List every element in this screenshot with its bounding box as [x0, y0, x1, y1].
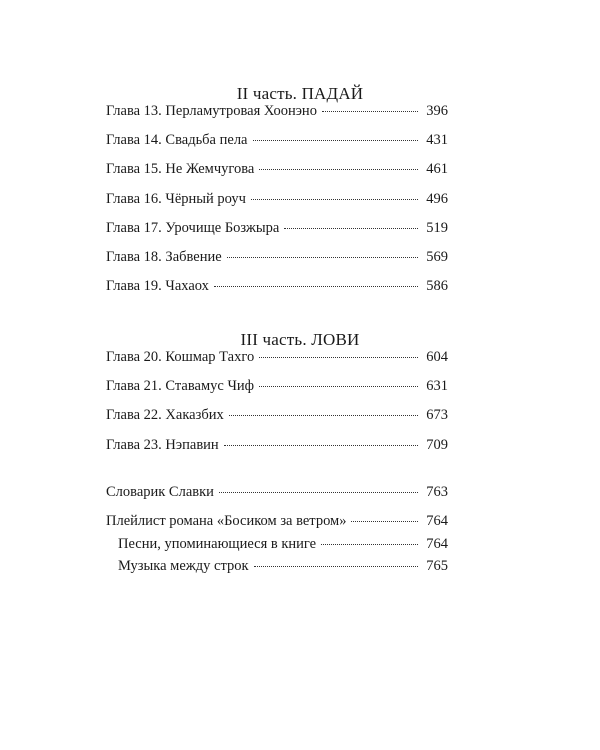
toc-entry[interactable] — [106, 249, 448, 278]
toc-entry-title: Глава 19. Чахаох — [106, 278, 209, 295]
dot-leader — [251, 199, 418, 200]
toc-entry-title: Глава 18. Забвение — [106, 248, 222, 265]
toc-entry-title: Глава 21. Ставамус Чиф — [106, 378, 255, 395]
part-3-heading: III часть. ЛОВИ — [240, 330, 360, 349]
toc-entry[interactable] — [106, 161, 448, 190]
toc-entry-title: Глава 16. Чёрный роуч — [106, 190, 246, 207]
toc-entry-title: Глава 23. Нэпавин — [106, 436, 219, 453]
toc-entry[interactable] — [106, 437, 448, 466]
dot-leader — [351, 521, 418, 522]
dot-leader — [259, 169, 418, 170]
toc-entry-page: 765 — [426, 558, 448, 575]
toc-entry-page: 764 — [426, 536, 448, 553]
toc-entry-title: Глава 20. Кошмар Тахго — [106, 349, 255, 365]
toc-entry-page: 519 — [426, 219, 448, 236]
dot-leader — [229, 415, 418, 416]
toc-entry-page: 431 — [426, 132, 448, 149]
toc-entry[interactable] — [106, 407, 448, 436]
dot-leader — [321, 544, 418, 545]
toc-subentry[interactable] — [106, 558, 448, 580]
toc-entry[interactable] — [106, 191, 448, 220]
toc-entry[interactable] — [106, 513, 448, 536]
toc-entry-title: Песни, упоминающиеся в книге — [118, 536, 317, 553]
toc-entry-page: 586 — [426, 278, 448, 295]
dot-leader — [322, 111, 418, 112]
toc-entry-page: 396 — [426, 103, 448, 119]
toc-entry[interactable] — [106, 378, 448, 407]
dot-leader — [214, 286, 418, 287]
toc-entry-title: Словарик Славки — [106, 484, 214, 500]
dot-leader — [253, 140, 419, 141]
toc-entry[interactable] — [106, 349, 448, 378]
part-2-heading: II часть. ПАДАЙ — [236, 84, 364, 103]
toc-entry-page: 709 — [426, 436, 448, 453]
appendix-toc-list — [106, 484, 448, 580]
toc-entry-title: Глава 15. Не Жемчугова — [106, 161, 255, 178]
dot-leader — [259, 386, 418, 387]
dot-leader — [284, 228, 418, 229]
dot-leader — [259, 357, 418, 358]
toc-entry-page: 764 — [426, 513, 448, 530]
toc-entry-title: Глава 22. Хаказбих — [106, 407, 224, 424]
dot-leader — [219, 492, 418, 493]
toc-entry-page: 763 — [426, 484, 448, 500]
dot-leader — [227, 257, 418, 258]
toc-entry-title: Глава 17. Урочище Бозжыра — [106, 219, 280, 236]
part-3-toc-list — [106, 349, 448, 466]
toc-entry-page: 604 — [426, 349, 448, 365]
toc-entry-title: Плейлист романа «Босиком за ветром» — [106, 513, 347, 530]
toc-subentry[interactable] — [106, 536, 448, 558]
dot-leader — [224, 445, 418, 446]
dot-leader — [254, 566, 418, 567]
toc-entry-page: 673 — [426, 407, 448, 424]
toc-entry[interactable] — [106, 132, 448, 161]
toc-entry-title: Глава 14. Свадьба пела — [106, 132, 248, 149]
toc-entry[interactable] — [106, 484, 448, 513]
toc-entry-page: 496 — [426, 190, 448, 207]
toc-entry-page: 631 — [426, 378, 448, 395]
toc-entry-title: Глава 13. Перламутровая Хоонэно — [106, 103, 317, 119]
toc-entry-title: Музыка между строк — [118, 558, 249, 575]
toc-entry[interactable] — [106, 103, 448, 132]
toc-entry-page: 461 — [426, 161, 448, 178]
toc-entry[interactable] — [106, 278, 448, 307]
toc-entry-page: 569 — [426, 248, 448, 265]
part-2-toc-list — [106, 103, 448, 307]
toc-entry[interactable] — [106, 220, 448, 249]
